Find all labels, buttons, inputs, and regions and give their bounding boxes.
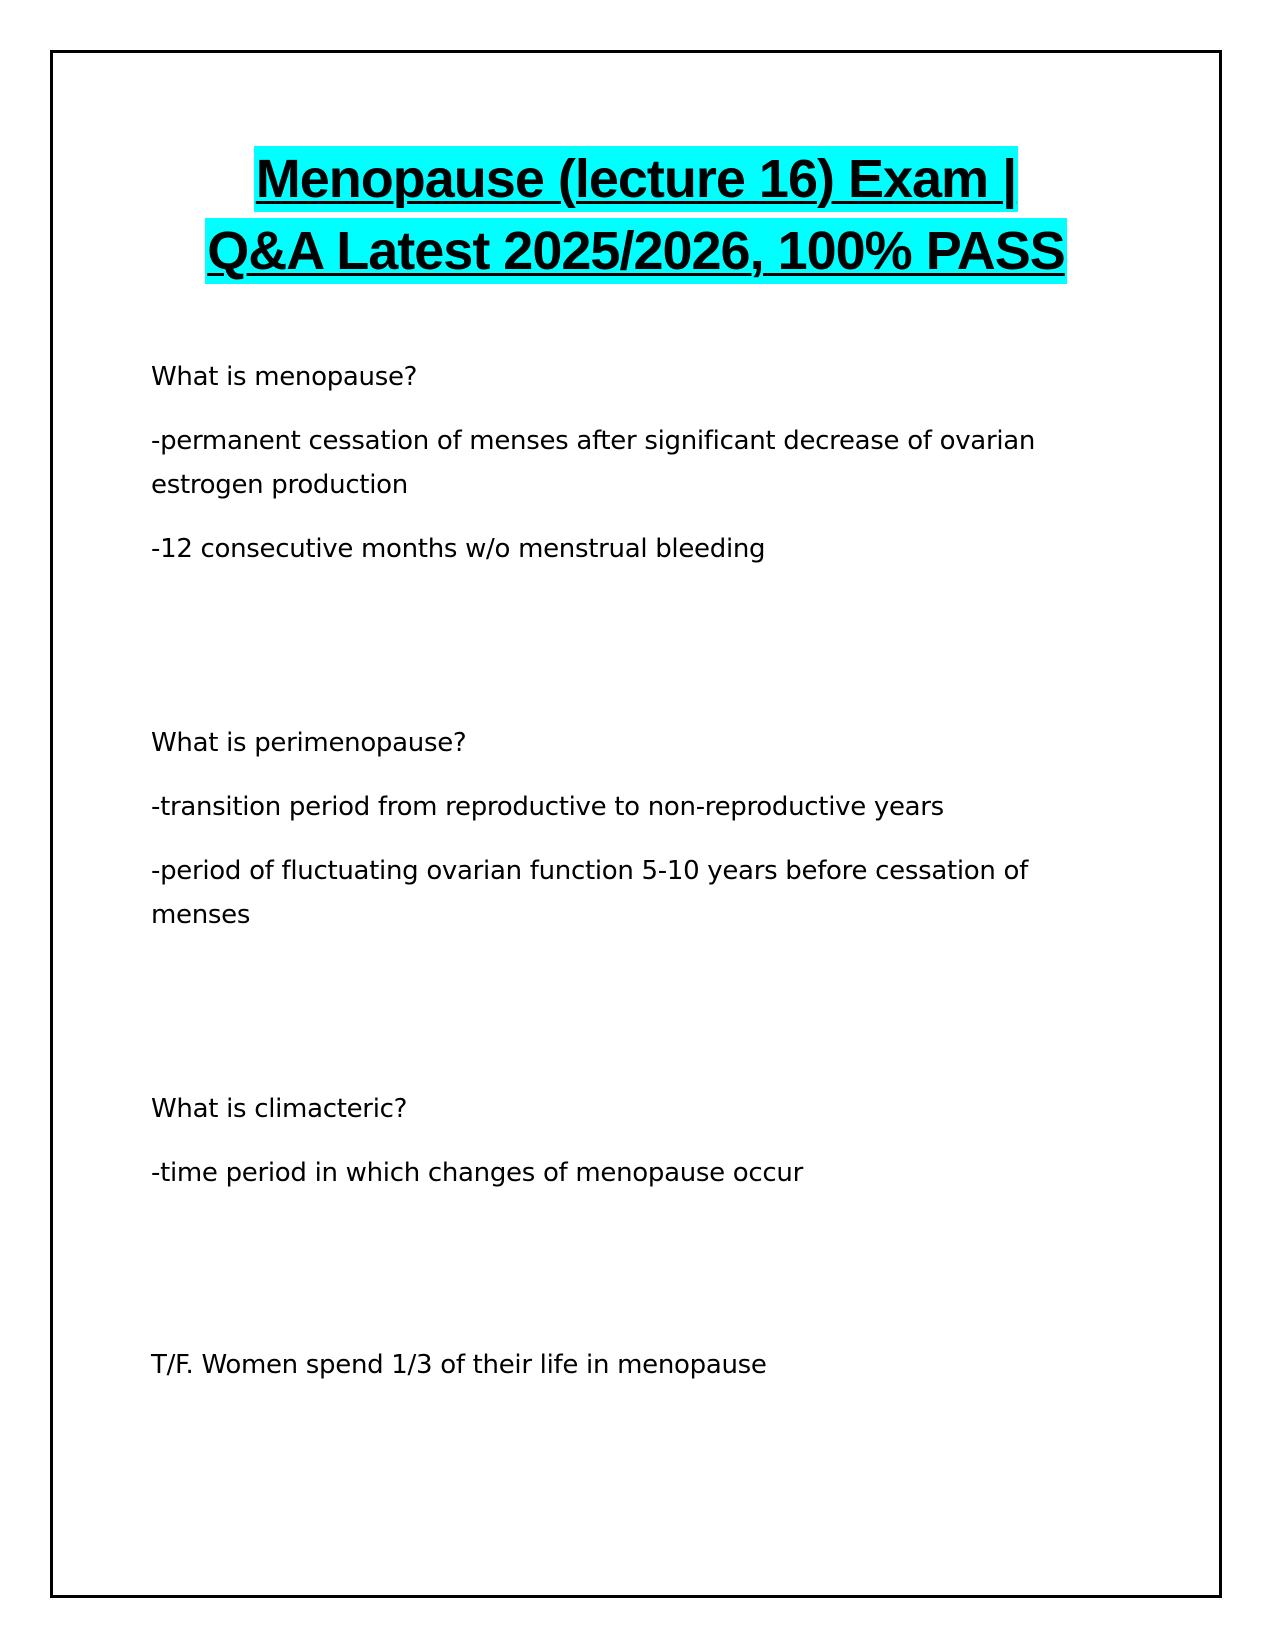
question-3: What is climacteric? [151,1094,408,1124]
answer-3-1: -time period in which changes of menopause occur [151,1158,803,1188]
answer-1-1-line-1: -permanent cessation of menses after significant decrease of ovarian [151,426,1036,456]
answer-1-2: -12 consecutive months w/o menstrual bleeding [151,534,766,564]
question-2: What is perimenopause? [151,728,467,758]
question-1: What is menopause? [151,362,418,392]
answer-2-2-line-2: menses [151,900,251,930]
document-title [50,146,1222,290]
title-line-1: Menopause (lecture 16) Exam | [254,146,1018,212]
answer-1-1-line-2: estrogen production [151,470,408,500]
answer-2-1: -transition period from reproductive to non-reproductive years [151,792,944,822]
title-line-2: Q&A Latest 2025/2026, 100% PASS [205,218,1066,284]
answer-2-2-line-1: -period of fluctuating ovarian function 5-10 years before cessation of [151,856,1028,886]
question-4: T/F. Women spend 1/3 of their life in menopause [151,1350,767,1380]
